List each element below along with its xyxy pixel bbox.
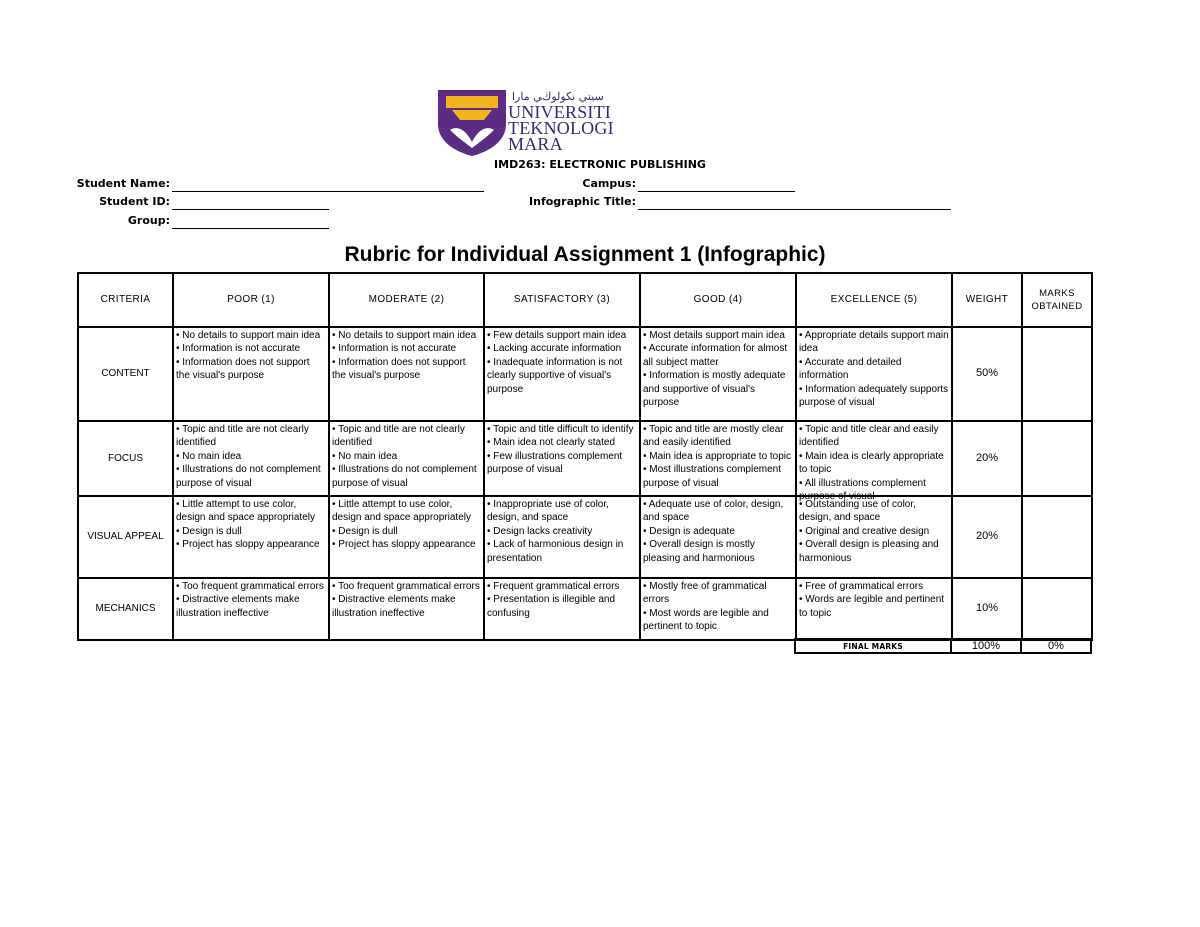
bullet-point: • Overall design is mostly pleasing and harmonious bbox=[643, 539, 755, 564]
criteria-cell: MECHANICS bbox=[78, 578, 173, 640]
header-criteria: CRITERIA bbox=[78, 273, 173, 327]
rubric-cell-poor bbox=[173, 578, 329, 640]
table-row bbox=[78, 496, 1092, 578]
bullet-point: • No main idea bbox=[332, 450, 398, 462]
header-moderate: MODERATE (2) bbox=[329, 273, 484, 327]
university-line-1: UNIVERSITI bbox=[508, 102, 611, 122]
rubric-cell-satisfactory bbox=[484, 327, 640, 421]
bullet-point: • Design is adequate bbox=[643, 525, 735, 537]
bullet-point: • Adequate use of color, design, and space bbox=[643, 499, 784, 524]
bullet-point: • Main idea is clearly appropriate to topic bbox=[799, 450, 944, 476]
rubric-cell-moderate bbox=[329, 327, 484, 421]
bullet-point: • Topic and title are mostly clear and easily identified bbox=[643, 424, 784, 449]
university-name bbox=[508, 104, 628, 152]
table-row bbox=[78, 578, 1092, 640]
campus-label: Campus: bbox=[582, 177, 636, 190]
bullet-point: • Information adequately supports purpose of visual bbox=[799, 383, 949, 409]
bullet-point: • Free of grammatical errors bbox=[799, 581, 924, 592]
marks-obtained-cell[interactable] bbox=[1022, 496, 1092, 578]
rubric-cell-excellence bbox=[796, 421, 952, 503]
bullet-point: • Outstanding use of color, design, and space bbox=[799, 499, 916, 524]
bullet-point: • Most illustrations complement purpose of visual bbox=[643, 464, 781, 489]
marks-obtained-cell[interactable] bbox=[1022, 327, 1092, 421]
rubric-cell-excellence bbox=[796, 327, 952, 421]
bullet-point: • Accurate information for almost all subject matter bbox=[643, 343, 788, 368]
header-excellence: EXCELLENCE (5) bbox=[796, 273, 952, 327]
final-weight: 100% bbox=[951, 639, 1021, 653]
rubric-cell-satisfactory bbox=[484, 496, 640, 578]
bullet-point: • Illustrations do not complement purpose of visual bbox=[332, 464, 477, 489]
bullet-point: • Words are legible and pertinent to topic bbox=[799, 594, 945, 619]
bullet-point: • Design is dull bbox=[176, 525, 242, 537]
bullet-point: • Design lacks creativity bbox=[487, 525, 593, 537]
rubric-cell-satisfactory bbox=[484, 421, 640, 496]
bullet-point: • Project has sloppy appearance bbox=[176, 539, 320, 551]
bullet-point: • Overall design is pleasing and harmonious bbox=[799, 539, 939, 564]
bullet-point: • No main idea bbox=[176, 450, 242, 462]
group-line[interactable] bbox=[172, 228, 329, 229]
student-name-line[interactable] bbox=[172, 191, 484, 192]
bullet-point: • Presentation is illegible and confusing bbox=[487, 594, 616, 619]
student-name-label: Student Name: bbox=[76, 177, 170, 190]
rubric-cell-good bbox=[640, 578, 796, 640]
rubric-cell-moderate bbox=[329, 421, 484, 496]
weight-cell: 50% bbox=[952, 327, 1022, 421]
bullet-point: • Lack of harmonious design in presentation bbox=[487, 539, 624, 564]
table-row bbox=[78, 421, 1092, 496]
bullet-point: • Information does not support the visual's purpose bbox=[332, 356, 466, 382]
university-line-2: TEKNOLOGI bbox=[508, 118, 614, 138]
rubric-cell-good bbox=[640, 327, 796, 421]
rubric-title: Rubric for Individual Assignment 1 (Infographic) bbox=[344, 243, 826, 266]
marks-obtained-cell[interactable] bbox=[1022, 578, 1092, 640]
bullet-point: • Topic and title are not clearly identified bbox=[176, 424, 309, 449]
final-marks-obtained: 0% bbox=[1021, 639, 1091, 653]
final-marks-label: FINAL MARKS bbox=[795, 639, 951, 653]
bullet-point: • Distractive elements make illustration ineffective bbox=[176, 594, 300, 619]
bullet-point: • Frequent grammatical errors bbox=[487, 581, 620, 592]
bullet-point: • Accurate and detailed information bbox=[799, 356, 902, 382]
header-satisfactory: SATISFACTORY (3) bbox=[484, 273, 640, 327]
bullet-point: • Design is dull bbox=[332, 525, 398, 537]
header-weight: WEIGHT bbox=[952, 273, 1022, 327]
university-line-3: MARA bbox=[508, 134, 563, 154]
bullet-point: • Inappropriate use of color, design, and space bbox=[487, 499, 609, 524]
bullet-point: • Mostly free of grammatical errors bbox=[643, 581, 767, 606]
rubric-cell-moderate bbox=[329, 496, 484, 578]
bullet-point: • Main idea not clearly stated bbox=[487, 437, 616, 449]
bullet-point: • Little attempt to use color, design and space appropriately bbox=[332, 499, 471, 524]
table-row bbox=[78, 327, 1092, 421]
infographic-title-line[interactable] bbox=[638, 209, 951, 210]
bullet-point: • Few details support main idea bbox=[487, 330, 627, 341]
header-row bbox=[78, 273, 1092, 327]
bullet-point: • Original and creative design bbox=[799, 525, 930, 537]
campus-line[interactable] bbox=[638, 191, 795, 192]
bullet-point: • Information is not accurate bbox=[176, 343, 301, 355]
bullet-point: • Topic and title are not clearly identified bbox=[332, 424, 465, 449]
rubric-cell-poor bbox=[173, 327, 329, 421]
bullet-point: • No details to support main idea bbox=[332, 330, 477, 341]
bullet-point: • Little attempt to use color, design and space appropriately bbox=[176, 499, 315, 524]
rubric-cell-good bbox=[640, 421, 796, 496]
final-marks-row bbox=[794, 638, 1092, 654]
course-title: IMD263: ELECTRONIC PUBLISHING bbox=[494, 158, 706, 171]
bullet-point: • Main idea is appropriate to topic bbox=[643, 450, 792, 462]
student-id-line[interactable] bbox=[172, 209, 329, 210]
rubric-cell-moderate bbox=[329, 578, 484, 640]
group-label: Group: bbox=[127, 214, 170, 227]
bullet-point: • No details to support main idea bbox=[176, 330, 321, 341]
criteria-cell: FOCUS bbox=[78, 421, 173, 496]
rubric-cell-satisfactory bbox=[484, 578, 640, 640]
student-id-label: Student ID: bbox=[99, 195, 170, 208]
bullet-point: • Inadequate information is not clearly supportive of visual's purpose bbox=[487, 356, 623, 395]
infographic-title-label: Infographic Title: bbox=[529, 195, 636, 208]
svg-text:ﺳﻴﺘﻲ ﻧﻜﻮﻟﻮڬﻲ مارا: ﺳﻴﺘﻲ ﻧﻜﻮﻟﻮڬﻲ مارا bbox=[512, 90, 604, 103]
criteria-cell: VISUAL APPEAL bbox=[78, 496, 173, 578]
rubric-cell-excellence bbox=[796, 578, 952, 640]
rubric-cell-poor bbox=[173, 496, 329, 578]
bullet-point: • Too frequent grammatical errors bbox=[176, 581, 324, 592]
rubric-cell-good bbox=[640, 496, 796, 578]
bullet-point: • Appropriate details support main idea bbox=[799, 330, 949, 355]
marks-obtained-cell[interactable] bbox=[1022, 421, 1092, 496]
bullet-point: • Most words are legible and pertinent to topic bbox=[643, 607, 769, 633]
bullet-point: • Most details support main idea bbox=[643, 330, 785, 341]
weight-cell: 10% bbox=[952, 578, 1022, 640]
bullet-point: • Few illustrations complement purpose of visual bbox=[487, 450, 623, 476]
bullet-point: • Information is not accurate bbox=[332, 343, 457, 355]
weight-cell: 20% bbox=[952, 496, 1022, 578]
rubric-table bbox=[77, 272, 1093, 641]
bullet-point: • Distractive elements make illustration ineffective bbox=[332, 594, 456, 619]
header-poor: POOR (1) bbox=[173, 273, 329, 327]
header-good: GOOD (4) bbox=[640, 273, 796, 327]
bullet-point: • Too frequent grammatical errors bbox=[332, 581, 480, 592]
header-marks-obtained: MARKS OBTAINED bbox=[1022, 273, 1092, 327]
bullet-point: • Lacking accurate information bbox=[487, 343, 622, 355]
bullet-point: • Topic and title clear and easily identified bbox=[799, 424, 939, 449]
bullet-point: • Project has sloppy appearance bbox=[332, 539, 476, 551]
bullet-point: • All illustrations complement purpose of visual bbox=[799, 477, 926, 503]
criteria-cell: CONTENT bbox=[78, 327, 173, 421]
weight-cell: 20% bbox=[952, 421, 1022, 496]
bullet-point: • Information is mostly adequate and supportive of visual's purpose bbox=[643, 370, 786, 409]
bullet-point: • Illustrations do not complement purpose of visual bbox=[176, 464, 321, 489]
rubric-cell-poor bbox=[173, 421, 329, 496]
bullet-point: • Topic and title difficult to identify bbox=[487, 424, 634, 435]
bullet-point: • Information does not support the visual's purpose bbox=[176, 356, 310, 382]
rubric-cell-excellence bbox=[796, 496, 952, 578]
